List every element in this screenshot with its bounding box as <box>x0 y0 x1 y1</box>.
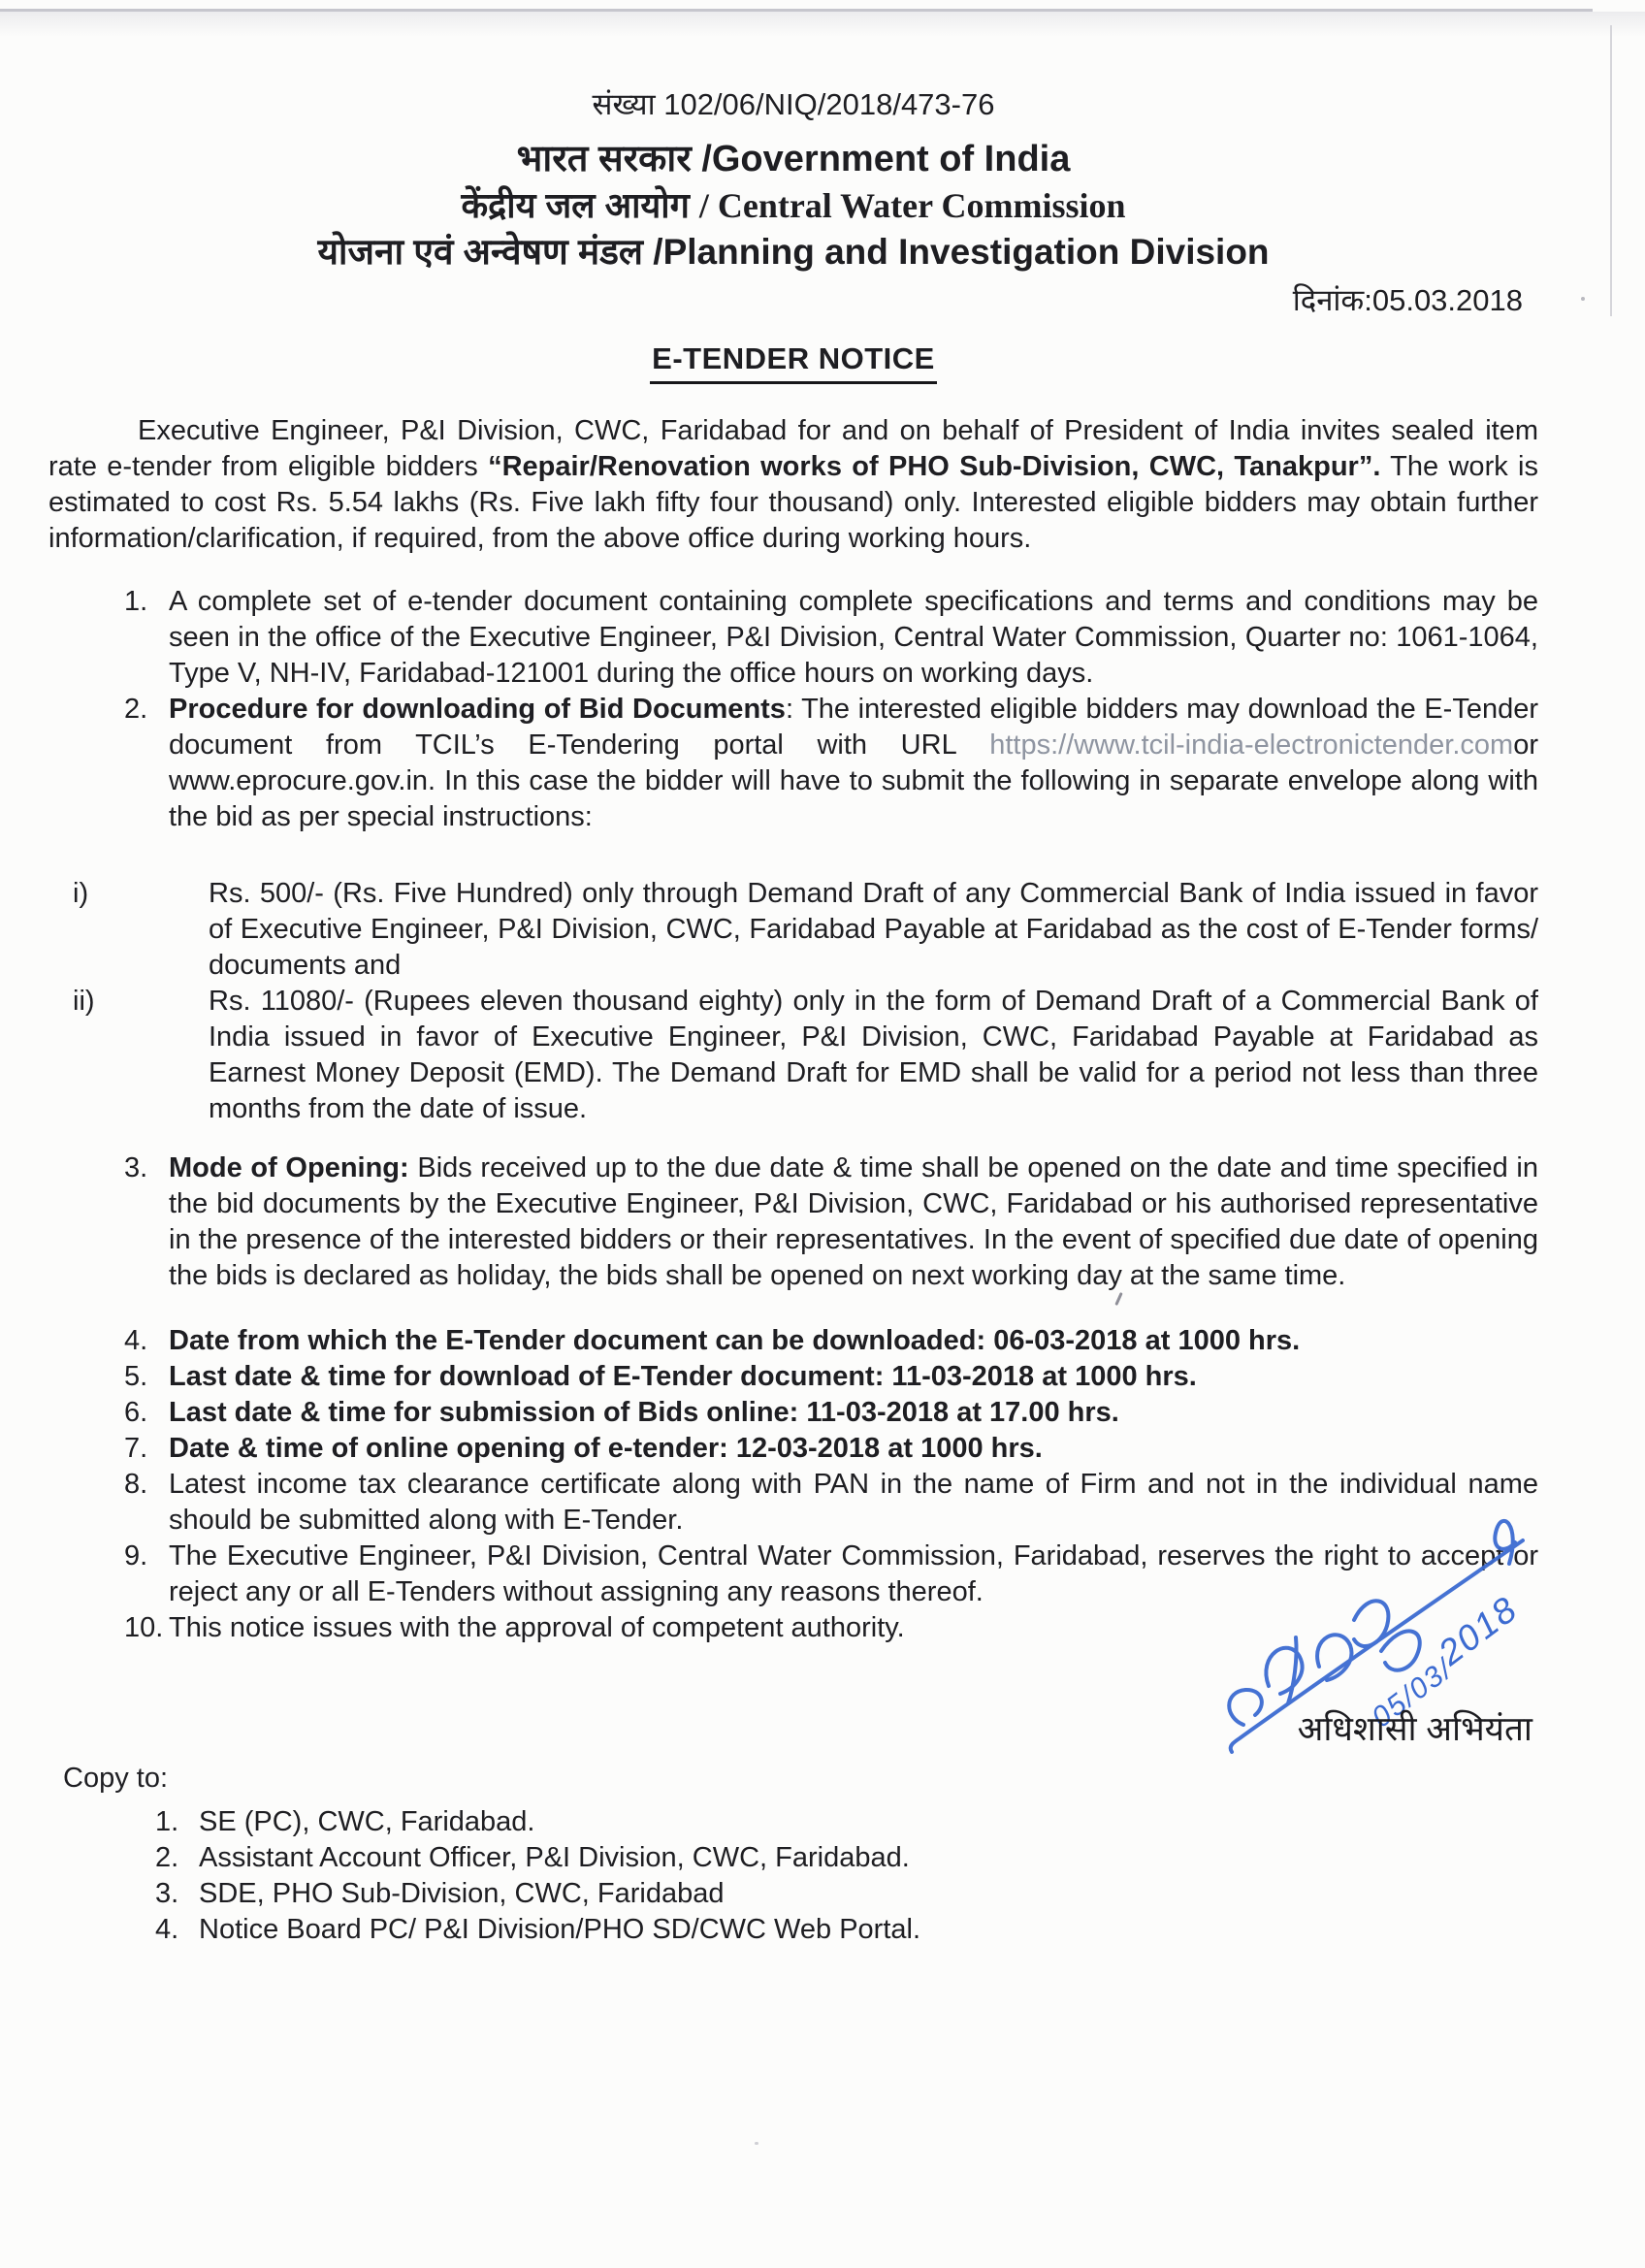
scan-right-edge-line <box>1610 25 1612 316</box>
list-item <box>48 1840 1538 1876</box>
list-item <box>48 1804 1538 1840</box>
date-line: दिनांक:05.03.2018 <box>1292 283 1523 317</box>
text-run: https://www.tcil-india-electronictender.com <box>989 729 1514 761</box>
list-item <box>48 584 1538 692</box>
list-item <box>48 1539 1538 1610</box>
list-item-number: i) <box>73 878 89 909</box>
list-item <box>48 984 1538 1127</box>
list-item-number: 4. <box>155 1914 179 1945</box>
list-item-number: 2. <box>155 1842 179 1873</box>
list-item-text <box>199 1840 1538 1876</box>
list-item <box>48 1395 1538 1431</box>
copy-to-section <box>48 1761 1538 1948</box>
list-item-number: 3. <box>155 1878 179 1909</box>
text-run: Date from which the E-Tender document can be downloaded: 06-03-2018 at 1000 hrs. <box>169 1325 1301 1356</box>
text-run: “Repair/Renovation works of PHO Sub-Division, CWC, Tanakpur”. <box>488 451 1381 482</box>
division-english: /Planning and Investigation Division <box>653 232 1270 272</box>
title-row <box>48 340 1538 384</box>
list-item-text <box>169 584 1538 692</box>
list-item <box>48 1610 1538 1646</box>
list-item-text <box>199 1912 1538 1948</box>
list-item-text <box>209 876 1538 984</box>
list-item-text <box>169 1431 1538 1467</box>
list-item-text <box>169 1323 1538 1359</box>
division-line <box>48 229 1538 275</box>
text-run: SE (PC), CWC, Faridabad. <box>199 1806 535 1837</box>
list-item-number: 10. <box>124 1612 164 1643</box>
reference-number: संख्या 102/06/NIQ/2018/473-76 <box>592 87 995 121</box>
list-item-text <box>169 1359 1538 1395</box>
list-item <box>48 1912 1538 1948</box>
list-item <box>48 692 1538 835</box>
list-item-text <box>199 1876 1538 1912</box>
text-run: The Executive Engineer, P&I Division, Central Water Commission, Faridabad, reserves the right to accept or reject any or all E-Tenders without assigning any reasons thereof. <box>169 1540 1538 1607</box>
document-content <box>48 85 1538 1948</box>
text-run: : The interested eligible bidders may download the E-Tender document from TCIL’s E-Tendering portal with URL <box>169 694 1539 761</box>
list-item-text <box>169 692 1538 835</box>
text-run: SDE, PHO Sub-Division, CWC, Faridabad <box>199 1878 725 1909</box>
text-run: Notice Board PC/ P&I Division/PHO SD/CWC Web Portal. <box>199 1914 921 1945</box>
signatory-designation: अधिशासी अभियंता <box>1297 1710 1532 1748</box>
list-item-text <box>209 984 1538 1127</box>
text-run: Last date & time for download of E-Tender document: 11-03-2018 at 1000 hrs. <box>169 1361 1197 1392</box>
payment-sublist <box>48 876 1538 1127</box>
text-run: Last date & time for submission of Bids online: 11-03-2018 at 17.00 hrs. <box>169 1397 1119 1428</box>
list-item-number: 5. <box>124 1361 148 1392</box>
list-item-number: 3. <box>124 1152 148 1183</box>
scan-top-edge-line <box>0 9 1593 12</box>
signature-date-text: 05/03/2018 <box>1366 1588 1526 1734</box>
list-item-number: 8. <box>124 1469 148 1500</box>
division-hindi: योजना एवं अन्वेषण मंडल <box>317 232 654 272</box>
list-item-number: 1. <box>124 586 148 617</box>
list-item <box>48 1876 1538 1912</box>
text-run: Procedure for downloading of Bid Documents <box>169 694 786 725</box>
list-item-number: 9. <box>124 1540 148 1571</box>
list-item-number: 1. <box>155 1806 179 1837</box>
intro-paragraph <box>48 413 1538 557</box>
text-run: This notice issues with the approval of competent authority. <box>169 1612 905 1643</box>
list-item-text <box>169 1395 1538 1431</box>
govt-of-india-line <box>48 136 1538 182</box>
cwc-line <box>48 182 1538 229</box>
list-item-number: ii) <box>73 986 95 1017</box>
list-item <box>48 1359 1538 1395</box>
list-item-text <box>199 1804 1538 1840</box>
list-item-number: 7. <box>124 1433 148 1464</box>
text-run: A complete set of e-tender document containing complete specifications and terms and conditions may be seen in the office of the Executive Engineer, P&I Division, Central Water Commission, Quarter no: 1061-1064, Type V, NH-IV, Faridabad-121001 during the office hours on working days. <box>169 586 1538 689</box>
scan-speck <box>1581 297 1585 301</box>
list-item <box>48 876 1538 984</box>
list-item-number: 2. <box>124 694 148 725</box>
notice-title: E-TENDER NOTICE <box>650 340 937 384</box>
govt-of-india-hindi: भारत सरकार <box>516 139 702 179</box>
list-item <box>48 1431 1538 1467</box>
copy-to-list <box>48 1804 1538 1948</box>
list-item-text <box>169 1467 1538 1539</box>
tender-terms-list-continued <box>48 1150 1538 1646</box>
copy-to-label: Copy to: <box>63 1763 168 1794</box>
list-item <box>48 1467 1538 1539</box>
cwc-hindi: केंद्रीय जल आयोग <box>461 185 699 225</box>
list-item-number: 4. <box>124 1325 148 1356</box>
text-run: The work is estimated to cost Rs. 5.54 lakhs (Rs. Five lakh fifty four thousand) only. Interested eligible bidders may obtain further information/clarification, if required, from the above office during working hours. <box>48 451 1539 554</box>
list-item-text <box>169 1610 1538 1646</box>
scan-edge-shadow <box>0 12 1645 37</box>
text-run: Date & time of online opening of e-tender: 12-03-2018 at 1000 hrs. <box>169 1433 1043 1464</box>
text-run: or www.eprocure.gov.in. In this case the bidder will have to submit the following in separate envelope along with the bid as per special instructions: <box>169 729 1538 832</box>
list-item-text <box>169 1539 1538 1610</box>
tender-terms-list <box>48 584 1538 835</box>
scan-speck <box>755 2142 758 2145</box>
text-run: Bids received up to the due date & time shall be opened on the date and time specified in the bid documents by the Executive Engineer, P&I Division, CWC, Faridabad or his authorised representative in the presence of the interested bidders or their representatives. In the event of specified due date of opening the bids is declared as holiday, the bids shall be opened on next working day at the same time. <box>169 1152 1538 1291</box>
text-run: Rs. 11080/- (Rupees eleven thousand eighty) only in the form of Demand Draft of a Commercial Bank of India issued in favor of Executive Engineer, P&I Division, CWC, Faridabad Payable at Faridabad as Earnest Money Deposit (EMD). The Demand Draft for EMD shall be valid for a period not less than three months from the date of issue. <box>209 986 1538 1124</box>
text-run: Latest income tax clearance certificate along with PAN in the name of Firm and not in the individual name should be submitted along with E-Tender. <box>169 1469 1538 1536</box>
text-run: Assistant Account Officer, P&I Division, CWC, Faridabad. <box>199 1842 910 1873</box>
text-run: Executive Engineer, P&I Division, CWC, Faridabad for and on behalf of President of India invites sealed item rate e-tender from eligible bidders <box>48 415 1538 482</box>
list-item-number: 6. <box>124 1397 148 1428</box>
text-run: Rs. 500/- (Rs. Five Hundred) only through Demand Draft of any Commercial Bank of India issued in favor of Executive Engineer, P&I Division, CWC, Faridabad Payable at Faridabad as the cost of E-Tender forms/ documents and <box>209 878 1538 981</box>
text-run: Mode of Opening: <box>169 1152 409 1183</box>
govt-of-india-english: /Government of India <box>701 139 1071 179</box>
list-item <box>48 1150 1538 1294</box>
list-item <box>48 1323 1538 1359</box>
cwc-english: / Central Water Commission <box>698 186 1126 225</box>
list-item-text <box>169 1150 1538 1294</box>
